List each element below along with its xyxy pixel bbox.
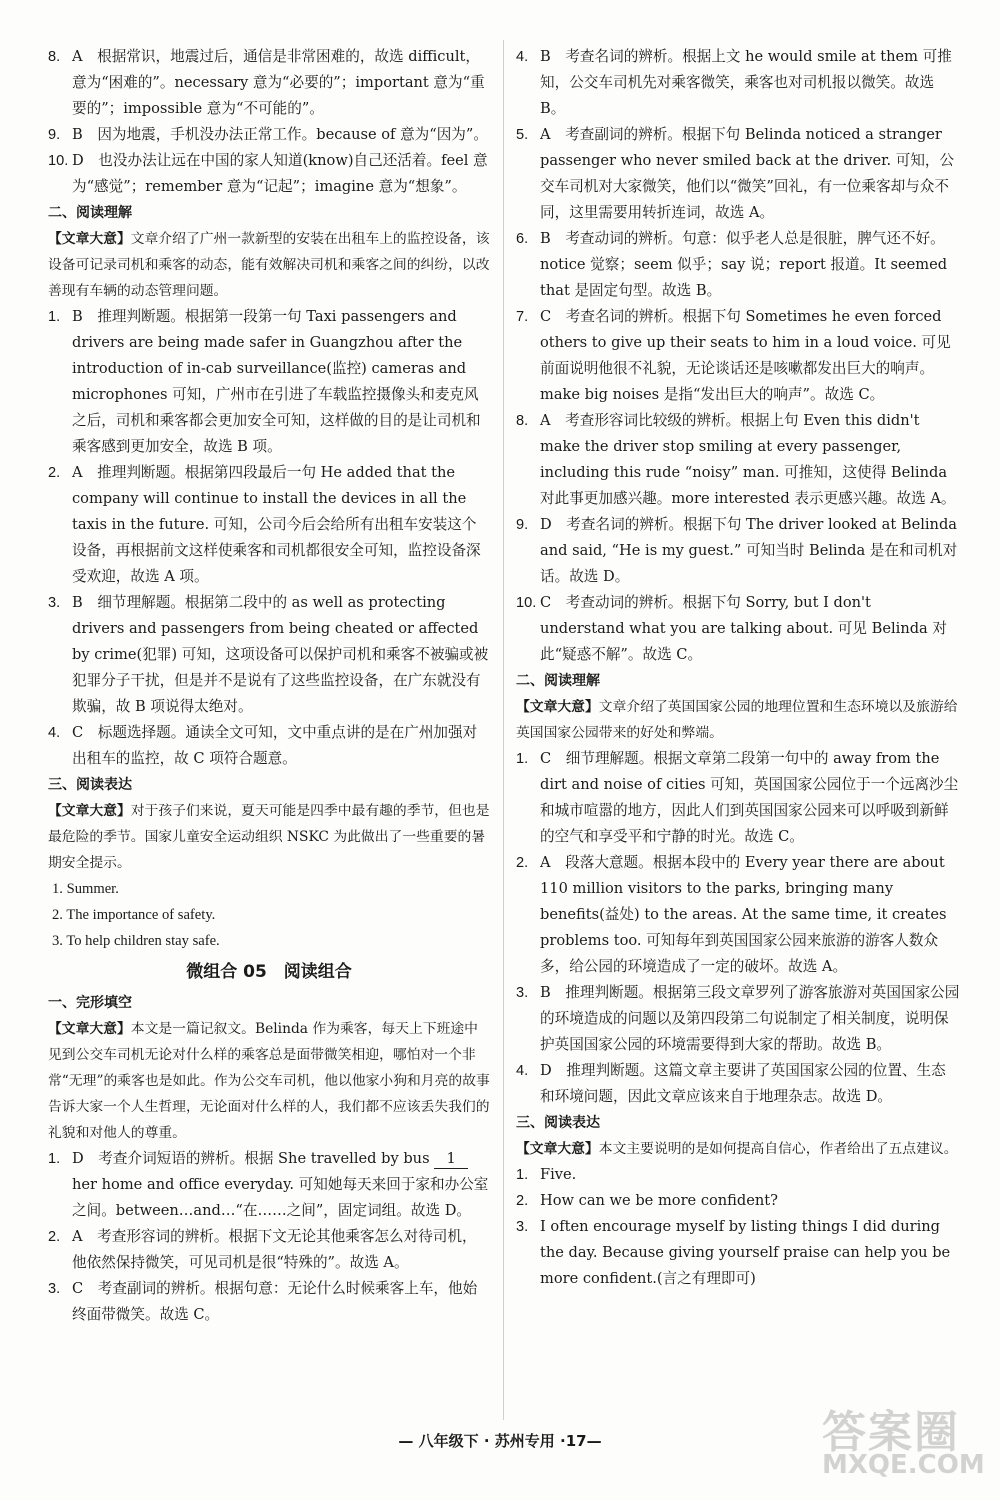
- answer-item: 8. A 考查形容词比较级的辨析。根据上句 Even this didn't make the driver stop smiling at every passenger, including this rude “noisy” man. 可推知，这使得 Belinda 对此事更加感兴趣。more interested 表示更感兴趣。故选 A。: [516, 412, 956, 507]
- expression-answer: 2. How can we be more confident?: [516, 1192, 778, 1209]
- expression-answer: 3. To help children stay safe.: [52, 933, 220, 949]
- right-column: [516, 44, 960, 1292]
- article-summary: 【文章大意】对于孩子们来说，夏天可能是四季中最有趣的季节，但也是最危险的季节。国家儿童安全运动组织 NSKC 为此做出了一些重要的暑期安全提示。: [48, 803, 490, 871]
- page-footer: — 八年级下 · 苏州专用 ·17—: [398, 1432, 602, 1450]
- answer-item: 2. A 推理判断题。根据第四段最后一句 He added that the company will continue to install the devices in all the taxis in the future. 可知，公司今后会给所有出租车安装这个设备，再根据前文这样使乘客和司机都很安全可知，监控设备深受欢迎，故选 A 项。: [48, 464, 481, 585]
- article-summary: 【文章大意】本文是一篇记叙文。Belinda 作为乘客，每天上下班途中见到公交车司机无论对什么样的乘客总是面带微笑相迎，哪怕对一个非常“无理”的乘客也是如此。作为公交车司机，他以他家小狗和月亮的故事告诉大家一个人生哲理，无论面对什么样的人，我们都不应该丢失我们的礼貌和对他人的尊重。: [48, 1021, 490, 1141]
- answer-item: 5. A 考查副词的辨析。根据下句 Belinda noticed a stranger passenger who never smiled back at the driver. 可知，公交车司机对大家微笑，他们以“微笑”回礼，有一位乘客却与众不同，这里需要用转折连词，故选 A。: [516, 126, 955, 221]
- article-summary: 【文章大意】文章介绍了英国国家公园的地理位置和生态环境以及旅游给英国国家公园带来的好处和弊端。: [516, 699, 958, 741]
- cloze-answers-8-10: [48, 44, 490, 200]
- answer-item: 4. B 考查名词的辨析。根据上文 he would smile at them 可推知，公交车司机先对乘客微笑，乘客也对司机报以微笑。故选 B。: [516, 48, 952, 117]
- answer-item: 6. B 考查动词的辨析。句意：似乎老人总是很脏，脾气还不好。notice 觉察；seem 似乎；say 说；report 报道。It seemed that 是固定句型。故选 B。: [516, 230, 948, 299]
- section-title: 二、阅读理解: [48, 205, 132, 221]
- section-title: 一、完形填空: [48, 995, 132, 1011]
- section-title: 三、阅读表达: [516, 1115, 600, 1131]
- expression-answer: 1. Summer.: [52, 881, 119, 897]
- watermark-logo: [816, 1396, 986, 1486]
- answer-item: 1. B 推理判断题。根据第一段第一句 Taxi passengers and drivers are being made safer in Guangzhou after the introduction of in-cab surveillance(监控) cameras and microphones 可知，广州市在引进了车载监控摄像头和麦克风之后，司机和乘客都会更加安全可知，这样做的目的是让司机和乘客感到更加安全，故选 B 项。: [48, 308, 481, 455]
- answer-item: 3. B 推理判断题。根据第三段文章罗列了游客旅游对英国国家公园的环境造成的问题以及第四段第二句说制定了相关制度，说明保护英国国家公园的环境需要得到大家的帮助。故选 B。: [516, 984, 960, 1053]
- watermark-cn: 答案圈: [822, 1407, 960, 1458]
- blank-number: 1: [434, 1150, 468, 1169]
- expression-answer: 1. Five.: [516, 1166, 577, 1183]
- answer-item: 4. C 标题选择题。通读全文可知，文中重点讲的是在广州加强对出租车的监控，故 C 项符合题意。: [48, 724, 478, 767]
- answer-item: 3. C 考查副词的辨析。根据句意：无论什么时候乘客上车，他始终面带微笑。故选 C。: [48, 1280, 478, 1323]
- answer-item: 10. D 也没办法让远在中国的家人知道(know)自己还活着。feel 意为“感觉”；remember 意为“记起”；imagine 意为“想象”。: [48, 152, 488, 195]
- summary-tag: 【文章大意】: [516, 1141, 599, 1157]
- answer-item: 9. D 考查名词的辨析。根据下句 The driver looked at Belinda and said, “He is my guest.” 可知当时 Belinda 是在和司机对话。故选 D。: [516, 516, 958, 585]
- reading-answers: [48, 304, 490, 772]
- section-title: 二、阅读理解: [516, 673, 600, 689]
- column-divider: [503, 40, 504, 1420]
- answer-item: 10. C 考查动词的辨析。根据下句 Sorry, but I don't understand what you are talking about. 可见 Belinda 对此“疑惑不解”。故选 C。: [516, 594, 947, 663]
- cloze-answers-4-10: [516, 44, 960, 668]
- answer-item: 4. D 推理判断题。这篇文章主要讲了英国国家公园的位置、生态和环境问题，因此文章应该来自于地理杂志。故选 D。: [516, 1062, 946, 1105]
- answer-item: 2. A 段落大意题。根据本段中的 Every year there are about 110 million visitors to the parks, bringing many benefits(益处) to the areas. At the same time, it creates problems too. 可知每年到英国国家公园来旅游的游客人数众多，给公园的环境造成了一定的破坏。故选 A。: [516, 854, 947, 975]
- summary-tag: 【文章大意】: [48, 1021, 131, 1037]
- left-column: [48, 44, 490, 1328]
- section-title: 三、阅读表达: [48, 777, 132, 793]
- group-title: 微组合 05 阅读组合: [186, 962, 352, 982]
- summary-tag: 【文章大意】: [48, 231, 131, 247]
- summary-tag: 【文章大意】: [516, 699, 599, 715]
- answer-item: 3. B 细节理解题。根据第二段中的 as well as protecting drivers and passengers from being cheated or affected by crime(犯罪) 可知，这项设备可以保护司机和乘客不被骗或被犯罪分子干扰，但是并不是说有了这些监控设备，在广东就没有欺骗，故 B 项说得太绝对。: [48, 594, 489, 715]
- answer-item: 8. A 根据常识，地震过后，通信是非常困难的，故选 difficult，意为“困难的”。necessary 意为“必要的”；important 意为“重要的”；impossible 意为“不可能的”。: [48, 48, 485, 117]
- article-summary: 【文章大意】本文主要说明的是如何提高自信心，作者给出了五点建议。: [516, 1141, 958, 1157]
- answer-item: 2. A 考查形容词的辨析。根据下文无论其他乘客怎么对待司机，他依然保持微笑，可见司机是很“特殊的”。故选 A。: [48, 1228, 477, 1271]
- expression-answer: 2. The importance of safety.: [52, 907, 216, 923]
- answer-item: 1. C 细节理解题。根据文章第二段第一句中的 away from the dirt and noise of cities 可知，英国国家公园位于一个远离沙尘和城市喧嚣的地方，因此人们到英国国家公园来可以呼吸到新鲜的空气和享受平和宁静的时光。故选 C。: [516, 750, 959, 845]
- answer-item: 1. D 考查介词短语的辨析。根据 She travelled by bus 1 her home and office everyday. 可知她每天来回于家和办公室之间。between…and…“在……之间”，固定词组。故选 D。: [48, 1150, 489, 1219]
- watermark-en: MXQE.COM: [822, 1450, 985, 1480]
- answer-item: 7. C 考查名词的辨析。根据下句 Sometimes he even forced others to give up their seats to him in a loud voice. 可见前面说明他很不礼貌，无论谈话还是咳嗽都发出巨大的响声。make big noises 是指“发出巨大的响声”。故选 C。: [516, 308, 951, 403]
- article-summary: 【文章大意】文章介绍了广州一款新型的安装在出租车上的监控设备，该设备可记录司机和乘客的动态，能有效解决司机和乘客之间的纠纷，以改善现有车辆的动态管理问题。: [48, 231, 490, 299]
- reading-answers: [516, 746, 960, 1110]
- answer-item: 9. B 因为地震，手机没办法正常工作。because of 意为“因为”。: [48, 126, 488, 143]
- expression-answer: 3. I often encourage myself by listing things I did during the day. Because giving yourself praise can help you be more confident.(言之有理即可): [516, 1218, 951, 1287]
- summary-tag: 【文章大意】: [48, 803, 131, 819]
